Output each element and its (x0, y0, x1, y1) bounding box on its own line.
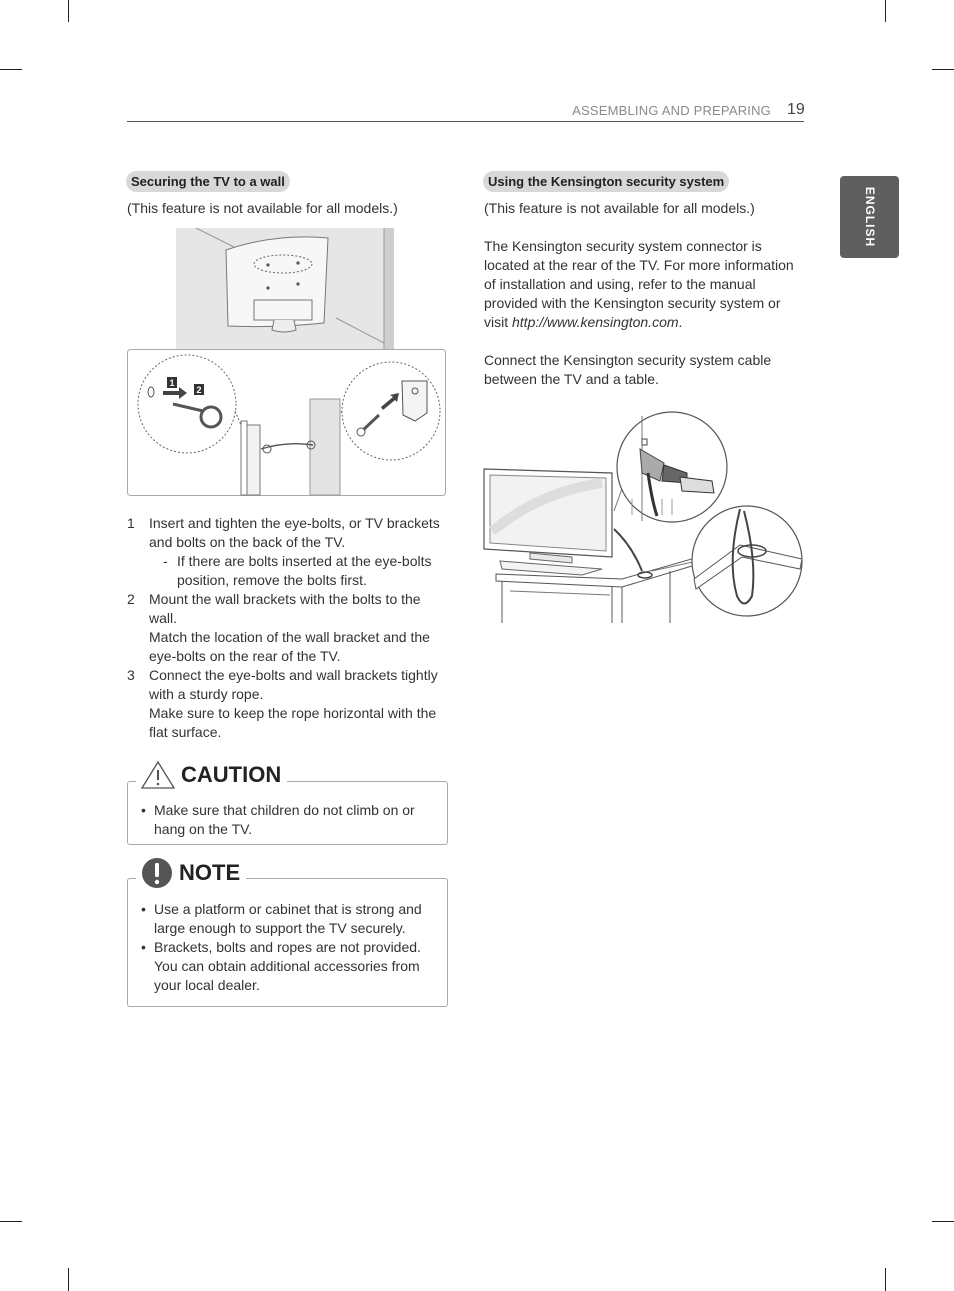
kensington-instruction: Connect the Kensington security system cable between the TV and a table. (484, 352, 772, 387)
running-header: ASSEMBLING AND PREPARING (572, 103, 771, 118)
note-text: Use a platform or cabinet that is strong and large enough to support the TV securely. (154, 901, 422, 936)
step-text: Insert and tighten the eye-bolts, or TV brackets and bolts on the back of the TV. (149, 515, 440, 550)
sub-item (149, 552, 449, 590)
crop-mark (885, 1268, 886, 1291)
language-tab (840, 176, 899, 258)
page-number: 19 (787, 101, 805, 118)
header-rule (127, 121, 804, 122)
sub-text: If there are bolts inserted at the eye-bolts position, remove the bolts first. (177, 553, 432, 588)
list-item (127, 590, 449, 666)
crop-mark (932, 69, 954, 70)
kensington-description (484, 237, 804, 332)
list-item (127, 666, 449, 742)
list-item (141, 938, 437, 995)
tv-wall-illustration (176, 228, 394, 350)
crop-mark (68, 0, 69, 22)
availability-note-right: (This feature is not available for all models.) (484, 200, 755, 216)
crop-mark (0, 69, 22, 70)
kensington-description-end: . (678, 314, 683, 330)
list-item (141, 801, 437, 839)
step-number: 1 (127, 515, 135, 531)
caution-box (127, 781, 448, 845)
step-text: Mount the wall brackets with the bolts to the wall. (149, 591, 421, 626)
note-label: NOTE (179, 860, 241, 885)
step-text: Match the location of the wall bracket and the eye-bolts on the rear of the TV. (149, 629, 430, 664)
step-text: Connect the eye-bolts and wall brackets tightly with a sturdy rope. (149, 667, 438, 702)
kensington-description-text: The Kensington security system connector is located at the rear of the TV. For more information of installation and using, refer to the manual provided with the Kensington security system or visit (484, 238, 794, 330)
bullet: • (141, 901, 146, 917)
step-number: 2 (127, 591, 135, 607)
section-heading-kensington: Using the Kensington security system (483, 171, 729, 192)
caution-text: Make sure that children do not climb on or hang on the TV. (154, 802, 415, 837)
bullet: • (141, 939, 146, 955)
language-tab-label: ENGLISH (862, 186, 877, 248)
availability-note-left: (This feature is not available for all models.) (127, 200, 398, 216)
crop-mark (0, 1221, 22, 1222)
caution-label: CAUTION (181, 762, 282, 787)
note-box (127, 878, 448, 1007)
kensington-illustration (482, 411, 806, 626)
note-title (136, 857, 246, 889)
section-heading-wall: Securing the TV to a wall (126, 171, 290, 192)
note-text: Brackets, bolts and ropes are not provided. You can obtain additional accessories from your local dealer. (154, 939, 421, 993)
step-number: 3 (127, 667, 135, 683)
badge-1-label: 1 (169, 378, 175, 388)
crop-mark (68, 1268, 69, 1291)
caution-title (136, 760, 287, 790)
instruction-list (127, 514, 449, 742)
eye-bolt-bracket-illustration (127, 349, 446, 496)
bullet: • (141, 802, 146, 818)
crop-mark (885, 0, 886, 22)
badge-2-label: 2 (196, 385, 202, 395)
list-item (141, 900, 437, 938)
exclamation-icon (140, 857, 174, 889)
sub-dash: - (163, 553, 168, 569)
kensington-link[interactable]: http://www.kensington.com (512, 314, 679, 330)
crop-mark (932, 1221, 954, 1222)
list-item (127, 514, 449, 590)
warning-icon (140, 760, 176, 790)
step-text: Make sure to keep the rope horizontal with the flat surface. (149, 705, 437, 740)
